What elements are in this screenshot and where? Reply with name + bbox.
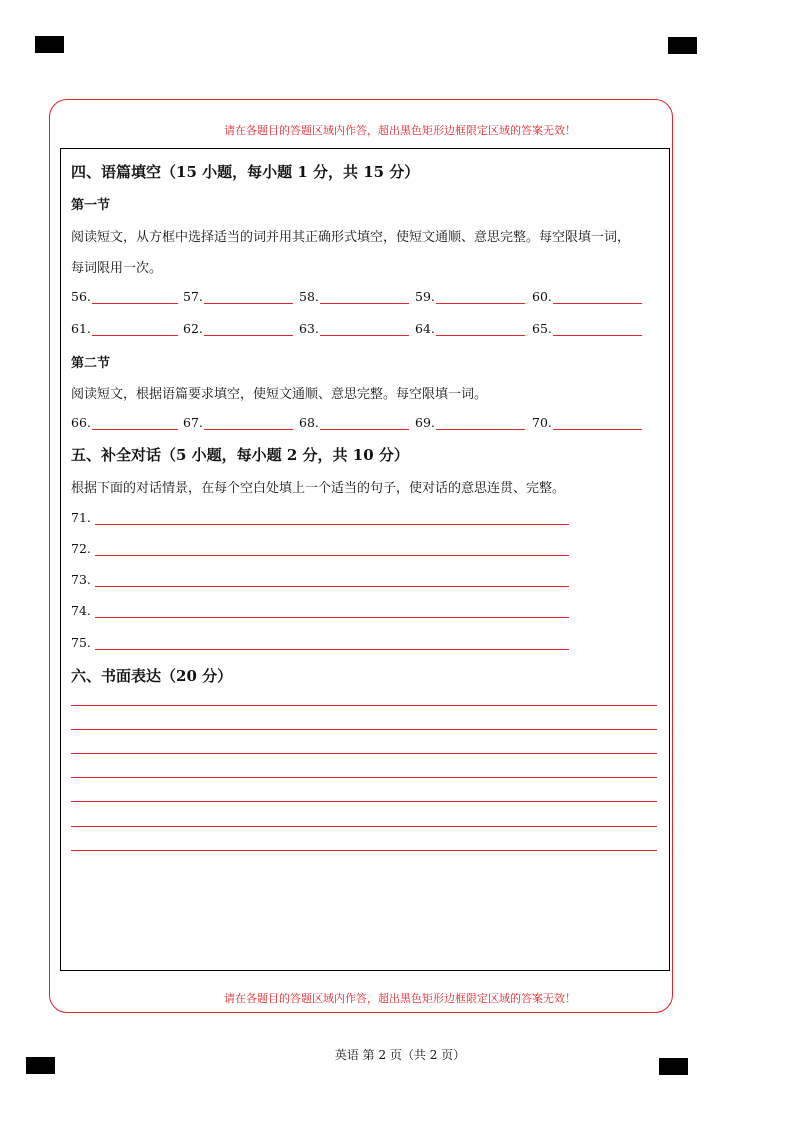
blank-59[interactable]: 59. (415, 289, 525, 304)
part2-instruction: 阅读短文，根据语篇要求填空，使短文通顺、意思完整。每空限填一词。 (71, 387, 488, 402)
writing-line[interactable] (71, 753, 657, 754)
dialogue-line-75[interactable]: 75. (71, 635, 569, 650)
section5-title: 五、补全对话（5 小题，每小题 2 分，共 10 分） (71, 446, 409, 464)
section4-title: 四、语篇填空（15 小题，每小题 1 分，共 15 分） (71, 163, 420, 181)
blank-64[interactable]: 64. (415, 321, 525, 336)
blank-68[interactable]: 68. (299, 415, 409, 430)
blank-58[interactable]: 58. (299, 289, 409, 304)
dialogue-line-73[interactable]: 73. (71, 572, 569, 587)
dialogue-line-71[interactable]: 71. (71, 510, 569, 525)
part2-title: 第二节 (71, 356, 111, 371)
blank-56[interactable]: 56. (71, 289, 178, 304)
blank-69[interactable]: 69. (415, 415, 525, 430)
blank-62[interactable]: 62. (183, 321, 293, 336)
writing-line[interactable] (71, 705, 657, 706)
writing-line[interactable] (71, 801, 657, 802)
part1-instruction-line2: 每词限用一次。 (71, 261, 163, 276)
blank-70[interactable]: 70. (532, 415, 642, 430)
dialogue-line-72[interactable]: 72. (71, 541, 569, 556)
part1-title: 第一节 (71, 198, 111, 213)
section5-instruction: 根据下面的对话情景，在每个空白处填上一个适当的句子，使对话的意思连贯、完整。 (71, 481, 566, 496)
blank-57[interactable]: 57. (183, 289, 293, 304)
blank-63[interactable]: 63. (299, 321, 409, 336)
blank-66[interactable]: 66. (71, 415, 178, 430)
blank-65[interactable]: 65. (532, 321, 642, 336)
top-warning: 请在各题目的答题区域内作答，超出黑色矩形边框限定区域的答案无效！ (224, 124, 576, 137)
page-footer: 英语 第 2 页（共 2 页） (334, 1048, 466, 1062)
writing-line[interactable] (71, 729, 657, 730)
blank-60[interactable]: 60. (532, 289, 642, 304)
writing-line[interactable] (71, 850, 657, 851)
writing-line[interactable] (71, 777, 657, 778)
section6-title: 六、书面表达（20 分） (71, 667, 233, 685)
dialogue-line-74[interactable]: 74. (71, 603, 569, 618)
blank-61[interactable]: 61. (71, 321, 178, 336)
blank-67[interactable]: 67. (183, 415, 293, 430)
registration-mark-top-right (668, 37, 697, 54)
part1-instruction-line1: 阅读短文，从方框中选择适当的词并用其正确形式填空，使短文通顺、意思完整。每空限填一词， (71, 230, 631, 245)
bottom-warning: 请在各题目的答题区域内作答，超出黑色矩形边框限定区域的答案无效！ (224, 992, 576, 1005)
writing-line[interactable] (71, 826, 657, 827)
registration-mark-top-left (35, 36, 64, 53)
